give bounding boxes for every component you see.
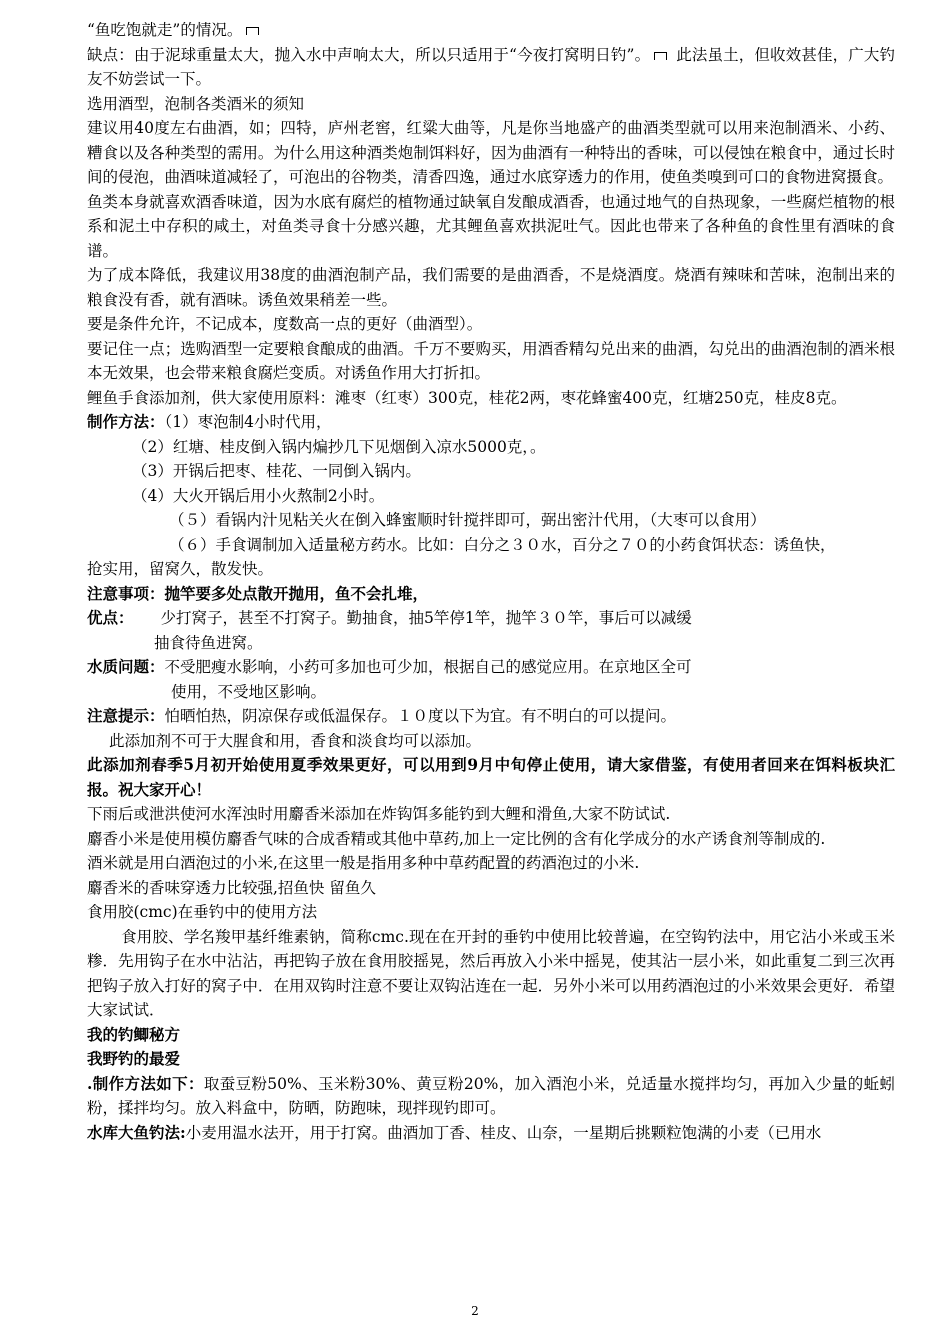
recipe: .制作方法如下：取蚕豆粉50%、玉米粉30%、黄豆粉20%，加入酒泡小米，兑适量水搅拌均匀，再加入少量的蚯蚓粉，揉拌均匀。放入料盒中，防晒，防跑味，现拌现钓即可。 bbox=[87, 1073, 896, 1117]
document-body bbox=[87, 18, 895, 1145]
section-heading: 我野钓的最爱 bbox=[87, 1049, 181, 1068]
water-quality-cont: 使用，不受地区影响。 bbox=[171, 682, 327, 701]
method-label: 制作方法： bbox=[87, 412, 165, 431]
paragraph: 酒米就是用白酒泡过的小米,在这里一般是指用多种中草药配置的药酒泡过的小米. bbox=[87, 854, 640, 872]
notice-heading: 注意事项：抛竿要多处点散开抛用，鱼不会扎堆， bbox=[87, 583, 429, 603]
paragraph: “鱼吃饱就走”的情况。 bbox=[87, 18, 895, 43]
paragraph: 此添加剂不可于大腥食和用，香食和淡食均可以添加。 bbox=[109, 731, 482, 750]
water-quality: 水质问题：不受肥瘦水影响，小药可多加也可少加，根据自己的感觉应用。在京地区全可 bbox=[87, 657, 692, 676]
paragraph: 为了成本降低，我建议用38度的曲酒泡制产品，我们需要的是曲酒香，不是烧酒度。烧酒有辣味和苦味，泡制出来的粮食没有香，就有酒味。诱鱼效果稍差一些。 bbox=[87, 266, 895, 309]
method-step: （2）红塘、桂皮倒入锅内煸抄几下见烟倒入凉水5000克，。 bbox=[132, 437, 546, 456]
paragraph: 缺点：由于泥球重量太大，抛入水中声响太大，所以只适用于“今夜打窝明日钓”。 此法虽土，但收效甚佳，广大钓友不妨尝试一下。 bbox=[87, 45, 895, 88]
method-step: （3）开锅后把枣、桂花、一同倒入锅内。 bbox=[132, 462, 421, 480]
paragraph: 鲤鱼手食添加剂，供大家使用原料：滩枣（红枣）300克，桂花2两，枣花蜂蜜400克，红塘250克，桂皮8克。 bbox=[87, 388, 847, 407]
paragraph: 要是条件允许，不记成本，度数高一点的更好（曲酒型）。 bbox=[87, 315, 483, 333]
method-step: （4）大火开锅后用小火熬制2小时。 bbox=[132, 486, 385, 505]
bold-paragraph: 此添加剂春季5月初开始使用夏季效果更好，可以用到9月中旬停止使用，请大家借鉴，有使用者回来在饵料板块汇报。祝大家开心！ bbox=[87, 755, 895, 799]
paragraph: 建议用40度左右曲酒，如；四特，庐州老窖，红粱大曲等，凡是你当地盛产的曲酒类型就可以用来泡制酒米、小药、糟食以及各种类型的需用。为什么用这种酒类炮制饵料好，因为曲酒有一种特出的香味，可以侵蚀在粮食中，通过长时间的侵泡，曲酒味道减轻了，可泡出的谷物类，清香四逸，通过水底穿透力的作用，使鱼类嗅到可口的食物进窝摄食。 bbox=[87, 119, 895, 186]
paragraph: 要记住一点；选购酒型一定要粮食酿成的曲酒。千万不要购买，用酒香精勾兑出来的曲酒，勾兑出的曲酒泡制的酒米根本无效果，也会带来粮食腐烂变质。对诱鱼作用大打折扣。 bbox=[87, 339, 895, 382]
reservoir-label: 水库大鱼钓法: bbox=[87, 1122, 186, 1142]
water-quality-label: 水质问题： bbox=[87, 657, 165, 676]
advantages-cont: 抽食待鱼进窝。 bbox=[154, 633, 263, 652]
page-number: 2 bbox=[471, 1304, 479, 1318]
tips: 注意提示：怕晒怕热，阴凉保存或低温保存。１０度以下为宜。有不明白的可以提问。 bbox=[87, 706, 677, 725]
paragraph-mark-icon bbox=[246, 27, 259, 35]
paragraph-mark-icon bbox=[654, 52, 667, 60]
paragraph: 下雨后或泄洪使河水浑浊时用麝香米添加在炸钩饵多能钓到大鲤和滑鱼,大家不防试试. bbox=[87, 805, 671, 823]
method-step: （５）看锅内汁见粘关火在倒入蜂蜜顺时针搅拌即可，弼出密汁代用，（大枣可以食用） bbox=[169, 511, 766, 529]
paragraph: 麝香米的香味穿透力比较强,招鱼快 留鱼久 bbox=[87, 878, 376, 897]
paragraph: 食用胶、学名羧甲基纤维素钠，简称cmc.现在在开封的垂钓中使用比较普遍，在空钩钓法中，用它沾小米或玉米糁．先用钩子在水中沾沾，再把钩子放在食用胶摇晃，然后再放入小米中摇晃，使其沾一层小米，如此重复二到三次再把钩子放入打好的窝子中．在用双钩时注意不要让双钩沾连在一起．另外小米可以用药酒泡过的小米效果会更好．希望大家试试． bbox=[87, 927, 895, 1019]
method-step: 制作方法：（1）枣泡制4小时代用， bbox=[87, 412, 332, 431]
reservoir-method: 水库大鱼钓法:小麦用温水法开，用于打窝。曲酒加丁香、桂皮、山奈，一星期后挑颗粒饱满的小麦（已用水 bbox=[87, 1122, 822, 1142]
advantages-label: 优点： bbox=[87, 608, 134, 627]
tips-label: 注意提示： bbox=[87, 706, 165, 725]
method-step: （６）手食调制加入适量秘方药水。比如：白分之３０水，百分之７０的小药食饵状态：诱鱼快， 抢实用，留窝久，散发快。 bbox=[87, 535, 836, 578]
advantages: 优点： 少打窝子，甚至不打窝子。勤抽食，抽5竿停1竿，抛竿３０竿，事后可以减缓 bbox=[87, 608, 692, 627]
section-heading: 食用胶(cmc)在垂钓中的使用方法 bbox=[87, 903, 318, 921]
recipe-label: .制作方法如下： bbox=[87, 1073, 204, 1093]
paragraph: 麝香小米是使用模仿麝香气味的合成香精或其他中草药,加上一定比例的含有化学成分的水产诱食剂等制成的. bbox=[87, 829, 826, 848]
paragraph: 鱼类本身就喜欢酒香味道，因为水底有腐烂的植物通过缺氧自发酿成酒香，也通过地气的自热现象，一些腐烂植物的根系和泥土中存积的咸土，对鱼类寻食十分感兴趣，尤其鲤鱼喜欢拱泥吐气。因此也带来了各种鱼的食性里有酒味的食谱。 bbox=[87, 192, 895, 260]
section-heading: 选用酒型，泡制各类酒米的须知 bbox=[87, 94, 305, 113]
section-heading: 我的钓鲫秘方 bbox=[87, 1024, 181, 1044]
